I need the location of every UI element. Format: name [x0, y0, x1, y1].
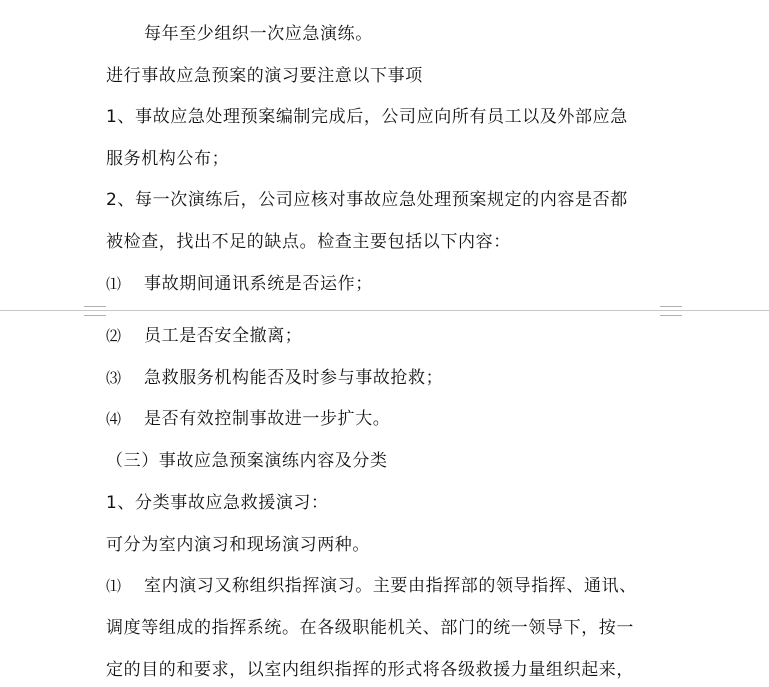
paragraph-annual-drill: 每年至少组织一次应急演练。: [144, 24, 373, 44]
paragraph-indoor-drill-cont-1: 调度等组成的指挥系统。在各级职能机关、部门的统一领导下，按一: [106, 618, 634, 638]
paragraph-classification: 1、分类事故应急救援演习：: [106, 493, 329, 513]
list-number: ⑵: [106, 327, 122, 345]
list-number: ⑷: [106, 410, 122, 428]
list-item-check-1: [106, 272, 373, 296]
paragraph-item-2: 2、每一次演练后，公司应核对事故应急处理预案规定的内容是否都: [106, 190, 628, 210]
section-heading-3: （三）事故应急预案演练内容及分类: [106, 451, 388, 471]
page-corner-mark-right: [660, 306, 682, 316]
list-number: ⑴: [106, 275, 122, 293]
paragraph-indoor-drill-cont-2: 定的目的和要求，以室内组织指挥的形式将各级救援力量组织起来，: [106, 660, 634, 680]
list-text: 员工是否安全撤离；: [144, 326, 303, 346]
paragraph-item-1-cont: 服务机构公布；: [106, 149, 230, 169]
list-number: ⑴: [106, 577, 122, 595]
truncated-previous-line: [0, 0, 769, 2]
list-text: 室内演习又称组织指挥演习。主要由指挥部的领导指挥、通讯、: [144, 576, 637, 596]
list-item-check-2: [106, 324, 302, 348]
paragraph-drill-notes-heading: 进行事故应急预案的演习要注意以下事项: [106, 66, 423, 86]
list-item-check-4: [106, 407, 390, 431]
list-number: ⑶: [106, 369, 122, 387]
list-item-indoor-drill: [106, 574, 637, 598]
list-text: 事故期间通讯系统是否运作；: [144, 274, 373, 294]
page-break-divider: [0, 310, 769, 311]
paragraph-item-2-cont: 被检查，找出不足的缺点。检查主要包括以下内容：: [106, 232, 511, 252]
list-text: 急救服务机构能否及时参与事故抢救；: [144, 368, 444, 388]
paragraph-item-1: 1、事故应急处理预案编制完成后，公司应向所有员工以及外部应急: [106, 107, 628, 127]
paragraph-two-types: 可分为室内演习和现场演习两种。: [106, 535, 370, 555]
list-text: 是否有效控制事故进一步扩大。: [144, 409, 391, 429]
page-corner-mark-left: [84, 306, 106, 316]
list-item-check-3: [106, 366, 443, 390]
